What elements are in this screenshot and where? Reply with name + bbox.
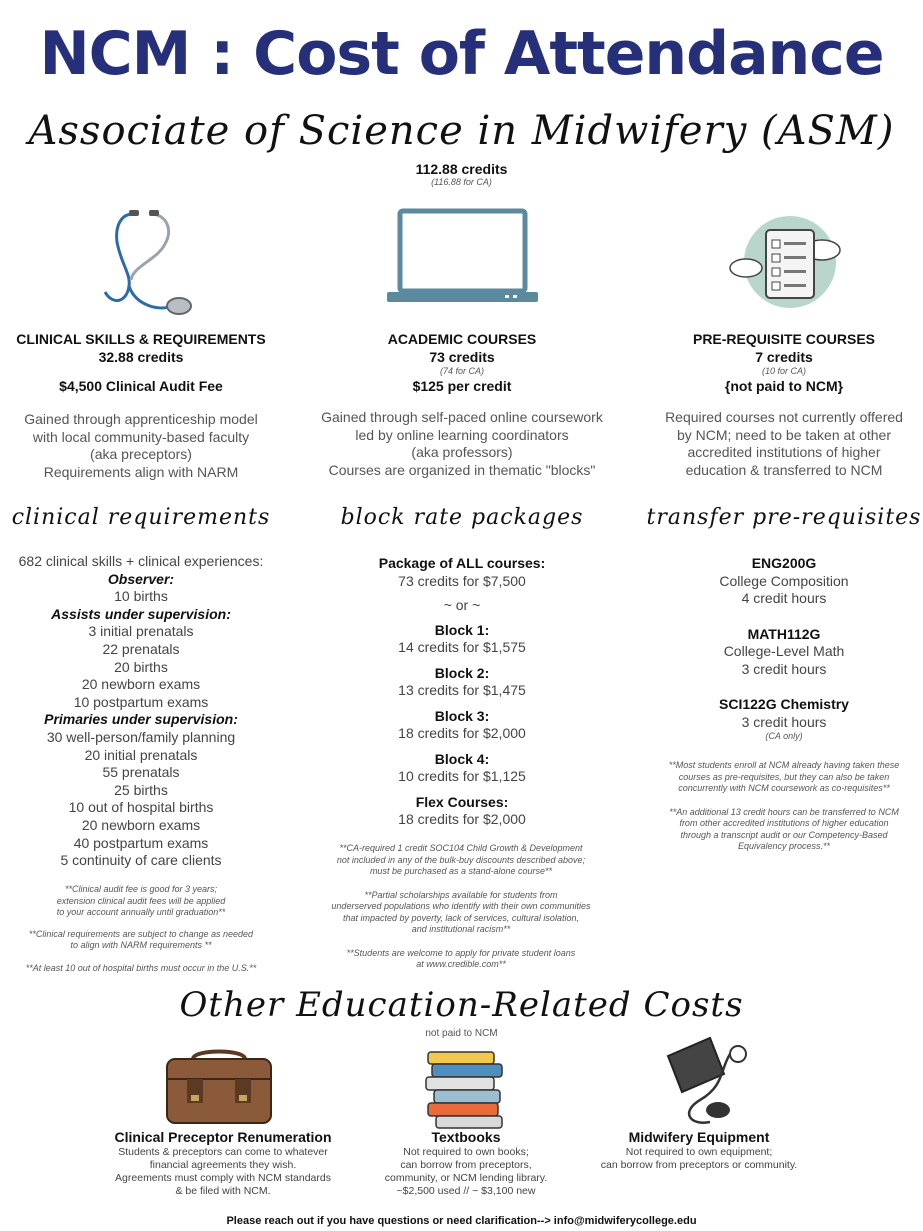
academic-column: [312, 330, 612, 479]
text-line: community, or NCM lending library.: [384, 1172, 548, 1184]
package-all-name: Package of ALL courses:: [378, 555, 546, 571]
text-line: Required courses not currently offered: [665, 409, 903, 425]
total-credits: 112.88 credits: [415, 161, 508, 177]
block-3-detail: 18 credits for $2,000: [398, 725, 526, 741]
requirement-item: 40 postpartum exams: [73, 834, 209, 851]
note-loans: [300, 948, 622, 971]
checklist-icon: [728, 210, 843, 308]
note-audit-fee: [0, 884, 291, 919]
requirement-group-label: Assists under supervision:: [51, 605, 231, 622]
text-line: financial agreements they wish.: [149, 1159, 297, 1171]
text-line: (aka preceptors): [90, 446, 192, 462]
academic-description: [312, 409, 612, 479]
block-2-name: Block 2:: [434, 664, 490, 681]
requirement-group-label: Primaries under supervision:: [44, 711, 238, 728]
requirement-item: 55 prenatals: [102, 764, 180, 781]
note-transfer-13: [630, 807, 923, 853]
text-line: Agreements must comply with NCM standards: [115, 1172, 331, 1184]
prereq-credits-ca: (10 for CA): [761, 366, 806, 376]
requirement-item: 20 newborn exams: [81, 676, 201, 693]
requirement-item: 5 continuity of care clients: [60, 852, 222, 869]
prereq-notes: [630, 760, 923, 853]
clinical-credits: 32.88 credits: [98, 349, 184, 365]
block-rate-heading: block rate packages: [340, 505, 584, 530]
requirement-item: 25 births: [114, 781, 168, 798]
laptop-icon: [385, 208, 540, 306]
equipment-item: [549, 1128, 849, 1172]
text-line: **Clinical audit fee is good for 3 years;: [64, 884, 218, 894]
other-costs-subtitle: not paid to NCM: [425, 1028, 498, 1039]
text-line: extension clinical audit fees will be applied: [56, 895, 226, 906]
requirement-item: 20 births: [114, 658, 168, 675]
requirement-item: 30 well-person/family planning: [46, 728, 236, 745]
requirement-item: 682 clinical skills + clinical experiences:: [18, 553, 264, 569]
text-line: **CA-required 1 credit SOC104 Child Growth & Development: [339, 843, 583, 853]
text-line: Gained through apprenticeship model: [24, 411, 258, 427]
text-line: Equivalency process.**: [737, 841, 831, 851]
prereq-description: [634, 409, 923, 479]
text-line: accredited institutions of higher: [687, 444, 881, 460]
requirement-item: 3 initial prenatals: [88, 623, 194, 640]
block-1-detail: 14 credits for $1,575: [398, 639, 526, 655]
note-co-requisites: [630, 760, 923, 795]
total-credits-ca: (116.88 for CA): [431, 177, 492, 187]
note-soc104: [300, 843, 622, 878]
text-line: education & transferred to NCM: [685, 461, 883, 478]
text-line: to your account annually until graduation**: [56, 907, 226, 917]
note-scholarships: [300, 890, 622, 936]
text-line: Not required to own equipment;: [625, 1146, 773, 1158]
requirement-item: 10 out of hospital births: [68, 799, 214, 816]
or-separator: ~ or ~: [443, 597, 481, 613]
course-math112g: MATH112G: [747, 625, 821, 642]
prereq-price: {not paid to NCM}: [724, 378, 844, 394]
text-line: Courses are organized in thematic "blocks": [328, 461, 596, 478]
note-narm: [0, 929, 291, 952]
course-sci122g: SCI122G Chemistry: [719, 696, 849, 712]
clinical-heading: CLINICAL SKILLS & REQUIREMENTS: [16, 331, 266, 347]
text-line: 3 credit hours: [741, 660, 827, 677]
prereq-heading: PRE-REQUISITE COURSES: [692, 331, 876, 347]
text-line: courses as pre-requisites, but they can also be taken: [678, 771, 890, 782]
requirement-item: 10 postpartum exams: [73, 693, 209, 710]
transfer-prereq-heading: transfer pre-requisites: [646, 505, 922, 530]
academic-credits: 73 credits: [429, 349, 495, 365]
text-line: underserved populations who identify with their own communities: [331, 901, 591, 911]
block-3-name: Block 3:: [434, 707, 490, 724]
clinical-requirements-list: [0, 553, 291, 870]
clinical-notes: [0, 884, 291, 974]
text-line: concurrently with NCM coursework as co-requisites**: [678, 783, 890, 793]
text-line: **Partial scholarships available for students from: [364, 889, 558, 900]
text-line: **Clinical requirements are subject to change as needed: [28, 928, 254, 939]
flex-name: Flex Courses:: [415, 793, 509, 810]
clinical-description: [0, 411, 291, 481]
text-line: College-Level Math: [723, 643, 845, 659]
text-line: **An additional 13 credit hours can be transferred to NCM: [669, 806, 899, 817]
clinical-column: [0, 330, 291, 481]
clinical-requirements-heading: clinical requirements: [11, 505, 271, 530]
text-line: by NCM; need to be taken at other: [676, 426, 891, 443]
books-icon: [422, 1048, 508, 1130]
text-line: that impacted by poverty, lack of services, cultural isolation,: [343, 912, 579, 923]
text-line: not included in any of the bulk-buy discounts described above;: [336, 854, 586, 865]
text-line: (aka professors): [411, 444, 513, 460]
text-line: **At least 10 out of hospital births must occur in the U.S.**: [25, 962, 257, 973]
academic-notes: [300, 843, 622, 971]
text-line: Requirements align with NARM: [43, 463, 239, 480]
block-2-detail: 13 credits for $1,475: [398, 682, 526, 698]
block-4-name: Block 4:: [434, 750, 490, 767]
text-line: Not required to own books;: [403, 1146, 529, 1158]
block-4-detail: 10 credits for $1,125: [398, 768, 526, 784]
requirement-item: 20 newborn exams: [81, 816, 201, 833]
contact-footer: Please reach out if you have questions or need clarification--> info@midwiferycollege.edu: [226, 1215, 697, 1227]
text-line: can borrow from preceptors,: [400, 1159, 532, 1171]
text-line: 4 credit hours: [741, 590, 827, 606]
bag-icon: [163, 1045, 275, 1127]
preceptor-title: Clinical Preceptor Renumeration: [114, 1129, 332, 1145]
ca-only-label: (CA only): [765, 731, 803, 741]
prereq-credits: 7 credits: [755, 349, 813, 365]
equipment-desc: [549, 1146, 849, 1172]
prereq-column: [634, 330, 923, 479]
page-title: NCM : Cost of Attendance: [39, 19, 884, 89]
other-costs-heading: Other Education-Related Costs: [179, 985, 744, 1025]
requirement-group-label: Observer:: [107, 570, 175, 587]
academic-price: $125 per credit: [412, 378, 512, 394]
text-line: 3 credit hours: [741, 713, 827, 730]
text-line: to align with NARM requirements **: [70, 940, 212, 950]
text-line: **Most students enroll at NCM already having taken these: [668, 760, 900, 770]
text-line: & be filed with NCM.: [175, 1185, 271, 1197]
text-line: Students & preceptors can come to whatever: [118, 1146, 328, 1158]
text-line: must be purchased as a stand-alone course**: [369, 866, 553, 876]
package-all-detail: 73 credits for $7,500: [398, 572, 526, 589]
text-line: from other accredited institutions of higher education: [679, 818, 889, 828]
program-subtitle: Associate of Science in Midwifery (ASM): [28, 108, 895, 154]
textbooks-title: Textbooks: [431, 1129, 501, 1145]
text-line: College Composition: [719, 572, 849, 589]
text-line: ~$2,500 used // ~ $3,100 new: [396, 1185, 536, 1197]
equipment-title: Midwifery Equipment: [628, 1129, 770, 1145]
requirement-item: 22 prenatals: [102, 640, 180, 657]
block-1-name: Block 1:: [434, 621, 490, 638]
clinical-audit-fee: $4,500 Clinical Audit Fee: [59, 378, 223, 394]
prereq-courses: [634, 555, 923, 742]
note-us-births: [0, 963, 291, 975]
blood-pressure-icon: [660, 1030, 754, 1130]
academic-heading: ACADEMIC COURSES: [387, 331, 537, 347]
text-line: through a transcript audit or our Competency-Based: [680, 829, 888, 840]
block-packages: [312, 555, 612, 829]
requirement-item: 20 initial prenatals: [84, 746, 198, 763]
text-line: with local community-based faculty: [32, 428, 250, 445]
academic-credits-ca: (74 for CA): [439, 366, 484, 376]
text-line: Gained through self-paced online coursework: [321, 409, 603, 425]
text-line: and institutional racism**: [411, 924, 511, 934]
text-line: at www.credible.com**: [416, 959, 506, 969]
text-line: can borrow from preceptors or community.: [600, 1159, 798, 1171]
course-eng200g: ENG200G: [751, 555, 817, 571]
stethoscope-icon: [95, 208, 205, 320]
text-line: **Students are welcome to apply for private student loans: [346, 947, 576, 958]
requirement-item: 10 births: [114, 588, 168, 605]
flex-detail: 18 credits for $2,000: [398, 811, 526, 827]
text-line: led by online learning coordinators: [355, 426, 569, 443]
